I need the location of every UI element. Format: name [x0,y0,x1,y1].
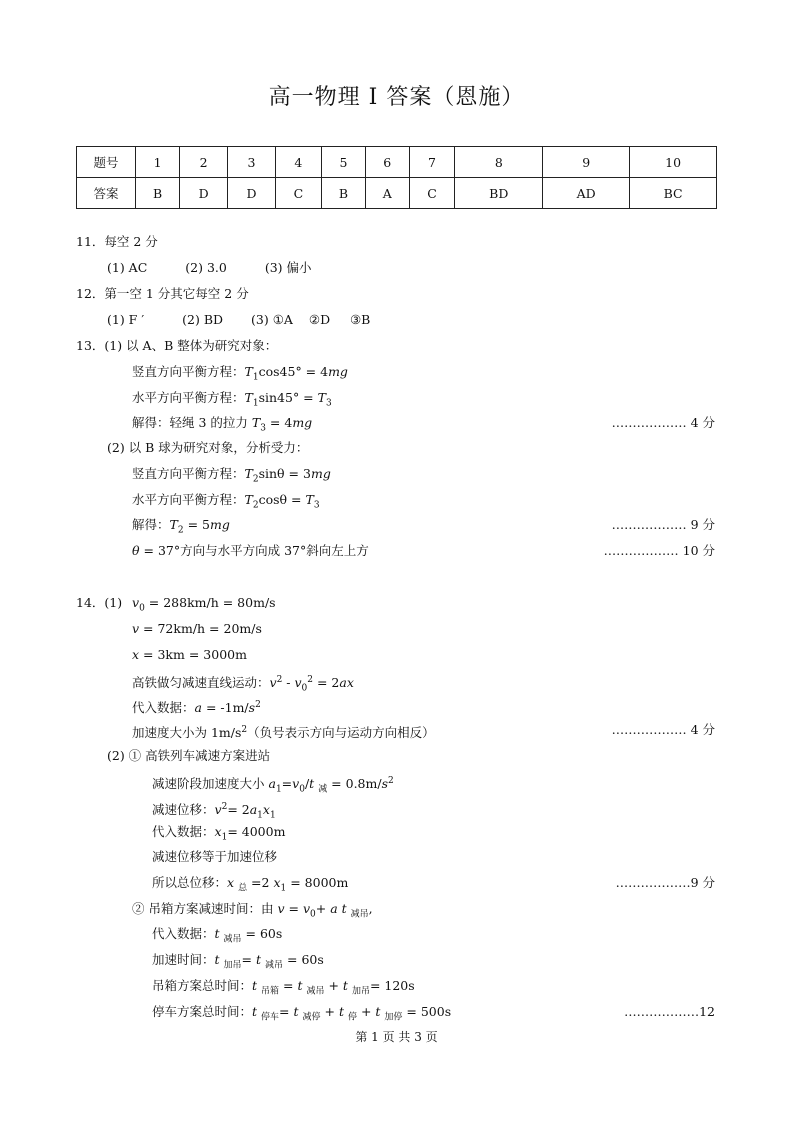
equation-label: ② 吊箱方案减速时间：由 [132,901,278,916]
q13-angle-result: θ = 37°方向与水平方向成 37°斜向左上方 [132,543,369,558]
q14-accel-time: 加速时间：t $_{加吊}$= t $_{减吊}$ = 60s [152,952,324,971]
q12-answer-5: ③B [349,312,371,327]
page-footer: 第 1 页 共 3 页 [355,1030,438,1044]
value-text: = 72km/h = 20m/s [139,621,262,636]
answer-table [76,146,717,209]
q13-score-4: ……………… 4 分 [611,415,715,430]
q13-vertical-equation-1: 竖直方向平衡方程：$T_1\cos 45^\circ = 4mg$ [132,364,348,383]
answer-cell: D [228,178,276,209]
q12-answer-2: (2) BD [182,312,224,327]
q12-answers [107,312,370,328]
answer-cell: BD [455,178,543,209]
q14-cable-substitution: 代入数据：t $_{减吊}$ = 60s [152,926,283,945]
equation-label: 所以总位移： [152,875,228,890]
q14-cable-total-time: 吊箱方案总时间：t $_{吊箱}$ = t $_{减吊}$ + t $_{加吊}$= 120s [152,978,415,997]
q14-stop-total-time: 停车方案总时间：t $_{停车}$= t $_{减停}$ + t $_停$ + t $_{加停}$ = 500s [152,1004,452,1023]
number-cell: 8 [455,147,543,178]
value-text: = 288km/h = 80m/s [144,595,276,610]
q12-heading: 12．第一空 1 分其它每空 2 分 [76,286,249,301]
q13-solution-1: 解得：轻绳 3 的拉力 $T_3 = 4mg$ [132,415,313,434]
q14-initial-velocity: $v_0 = 288km/h = 80m/s$ [132,595,276,614]
answer-cell: D [180,178,228,209]
q13-part2-heading: (2) 以 B 球为研究对象，分析受力： [107,440,309,455]
equation-label: 竖直方向平衡方程： [132,364,245,379]
q14-decel-acceleration: 减速阶段加速度大小 $a_1=v_0/t$ $_减 = 0.8m/s^2$ [152,776,394,795]
header-cell: 题号 [77,147,136,178]
answer-cell: C [275,178,321,209]
value-text: = 500s [402,1004,452,1019]
q13-horizontal-equation-2: 水平方向平衡方程：$T_2\cos\theta = T_3$ [132,492,320,511]
value-text: = 120s [369,978,415,993]
table-row-answers [77,178,717,209]
q13-vertical-equation-2: 竖直方向平衡方程：$T_2\sin\theta = 3mg$ [132,466,331,485]
q11-answer-2: (2) 3.0 [185,260,227,275]
number-cell: 1 [136,147,180,178]
answer-cell: C [409,178,455,209]
equation-label: 代入数据： [152,926,215,941]
answer-cell: BC [630,178,717,209]
q14-displacement-note: 减速位移等于加速位移 [152,849,278,864]
value-text: = 60s [283,952,324,967]
equation-label: 停车方案总时间： [152,1004,253,1019]
q14-part2-heading: (2) ① 高铁列车减速方案进站 [107,748,271,763]
value-text: = 3km = 3000m [139,647,247,662]
q13-score-10: ……………… 10 分 [603,543,715,558]
page-title: 高一物理 I 答案（恩施） [268,85,525,110]
q11-heading: 11．每空 2 分 [76,234,158,249]
number-cell: 6 [366,147,410,178]
q12-answer-1: (1) F ′ [107,312,145,327]
number-cell: 2 [180,147,228,178]
equation-label: 代入数据： [132,700,195,716]
q11-answers [107,260,312,276]
q14-cable-decel-time: ② 吊箱方案减速时间：由 $v = v_0+ a$ t $_{减吊}$, [132,901,373,920]
value-text: = 60s [241,926,283,941]
q14-substitution: 代入数据：$a = -1m/s^2$ [132,700,261,716]
number-cell: 9 [543,147,630,178]
q13-horizontal-equation-1: 水平方向平衡方程：$T_1\sin 45^\circ = T_3$ [132,390,332,409]
q13-score-9: ……………… 9 分 [611,517,715,532]
equation-label: 加速度大小为 1m/s [132,725,242,741]
equation-label: 吊箱方案总时间： [152,978,253,993]
equation-label: 加速时间： [152,952,215,967]
value-text: = 8000m [286,875,349,890]
equation-label: 水平方向平衡方程： [132,492,245,507]
q14-score-9: ………………9 分 [615,875,715,890]
q13-part1-heading: 13．(1) 以 A、B 整体为研究对象： [76,338,278,353]
q14-score-4: ……………… 4 分 [611,722,715,737]
q11-answer-1: (1) AC [107,260,148,275]
q14-final-velocity: v = 72km/h = 20m/s [132,621,262,636]
number-cell: 7 [409,147,455,178]
number-cell: 10 [630,147,717,178]
value-text: = 4000m [227,824,286,839]
q14-acceleration-result: 加速度大小为 $1m/s^2$（负号表示方向与运动方向相反） [132,725,435,741]
answer-cell: A [366,178,410,209]
equation-label: 水平方向平衡方程： [132,390,245,405]
q12-answer-3: (3) ①A [251,312,293,327]
number-cell: 4 [275,147,321,178]
equation-label: 减速阶段加速度大小 [152,776,269,792]
answer-cell: AD [543,178,630,209]
q13-solution-2: 解得：$T_2 = 5mg$ [132,517,230,536]
q14-total-displacement: 所以总位移：x $_总$ =2 $x_1 = 8000m$ [152,875,349,894]
q14-motion-equation: 高铁做匀减速直线运动：$v^2 - v_0^2 = 2ax$ [132,675,354,694]
note-text: （负号表示方向与运动方向相反） [247,725,435,741]
equation-label: 解得： [132,517,170,532]
equation-label: 减速位移： [152,802,215,818]
q14-part1-label: 14．(1) [76,595,123,610]
equation-label: 解得：轻绳 3 的拉力 [132,415,252,430]
q12-answer-4: ②D [308,312,331,327]
number-cell: 5 [321,147,365,178]
q14-decel-substitution: 代入数据：$x_1= 4000m$ [152,824,286,843]
number-cell: 3 [228,147,276,178]
equation-label: 高铁做匀减速直线运动： [132,675,270,691]
q11-answer-3: (3) 偏小 [264,260,312,275]
header-cell: 答案 [77,178,136,209]
answer-cell: B [321,178,365,209]
q14-score-12: ………………12 [624,1004,715,1019]
table-row-numbers [77,147,717,178]
answer-cell: B [136,178,180,209]
q14-decel-displacement: 减速位移：$v^2= 2a_1x_1$ [152,802,276,821]
equation-label: 竖直方向平衡方程： [132,466,245,481]
equation-label: 代入数据： [152,824,215,839]
angle-text: = 37°方向与水平方向成 37°斜向左上方 [139,543,369,558]
q14-distance: x = 3km = 3000m [132,647,247,662]
